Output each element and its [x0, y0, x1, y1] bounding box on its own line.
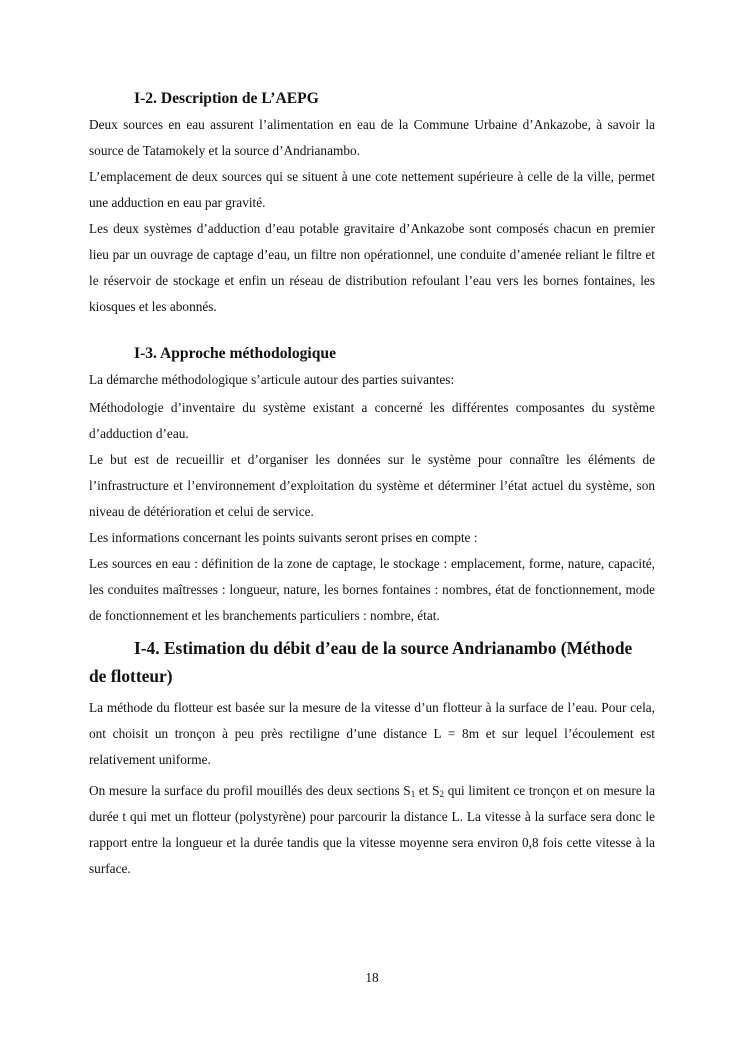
subscript-2: 2 [439, 789, 445, 799]
section-heading-approche: I-3. Approche méthodologique [134, 345, 337, 362]
paragraph-sources: Deux sources en eau assurent l’alimentation en eau de la Commune Urbaine d’Ankazobe, à savoir la source de Tatamokely et la source d’Andrianambo. [89, 117, 655, 158]
paragraph-but: Le but est de recueillir et d’organiser les données sur le système pour connaître les éléments de l’infrastructure et l’environnement d’exploitation du système et déterminer l’état actuel du système, son niveau de détérioration et celui de service. [89, 452, 655, 519]
subscript-1: 1 [410, 789, 416, 799]
heading-line-1: I-4. Estimation du débit d’eau de la source Andrianambo (Méthode [134, 638, 633, 658]
mesure-text-1: On mesure la surface du profil mouillés des deux sections S [89, 783, 411, 798]
paragraph-methode-flotteur: La méthode du flotteur est basée sur la mesure de la vitesse d’un flotteur à la surface de l’eau. Pour cela, ont choisit un tronçon à peu près rectiligne d’une distance L = 8m et sur lequel l’écoulement est relativement uniforme. [89, 700, 655, 767]
page-number: 18 [365, 970, 379, 985]
paragraph-methodologie: Méthodologie d’inventaire du système existant a concerné les différentes composantes du système d’adduction d’eau. [89, 400, 655, 441]
paragraph-demarche: La démarche méthodologique s’articule autour des parties suivantes: [89, 372, 455, 387]
document-page [89, 86, 655, 882]
paragraph-informations: Les informations concernant les points suivants seront prises en compte : [89, 530, 478, 545]
paragraph-sources-en-eau: Les sources en eau : définition de la zone de captage, le stockage : emplacement, forme, nature, capacité, les conduites maîtresses : longueur, nature, les bornes fontaines : nombres, état de fonctionnement, mode de fonctionnement et les branchements particuliers : nombre, état. [89, 556, 655, 623]
mesure-text-2: et S [415, 783, 440, 798]
mesure-text-3: qui limitent ce tronçon et on mesure la durée t qui met un flotteur (polystyrène) pour parcourir la distance L. La vitesse à la surface sera donc le rapport entre la longueur et la durée tandis que la vitesse moyenne sera environ 0,8 fois cette vitesse à la surface. [89, 783, 655, 876]
heading-line-2: de flotteur) [89, 666, 173, 686]
section-heading-description: I-2. Description de L’AEPG [134, 90, 319, 107]
section-heading-estimation [89, 634, 655, 690]
paragraph-systemes: Les deux systèmes d’adduction d’eau potable gravitaire d’Ankazobe sont composés chacun en premier lieu par un ouvrage de captage d’eau, un filtre non opérationnel, une conduite d’amenée reliant le filtre et le réservoir de stockage et enfin un réseau de distribution refoulant l’eau vers les bornes fontaines, les kiosques et les abonnés. [89, 221, 655, 314]
paragraph-emplacement: L’emplacement de deux sources qui se situent à une cote nettement supérieure à celle de la ville, permet une adduction en eau par gravité. [89, 169, 655, 210]
paragraph-mesure-surface [89, 778, 655, 882]
